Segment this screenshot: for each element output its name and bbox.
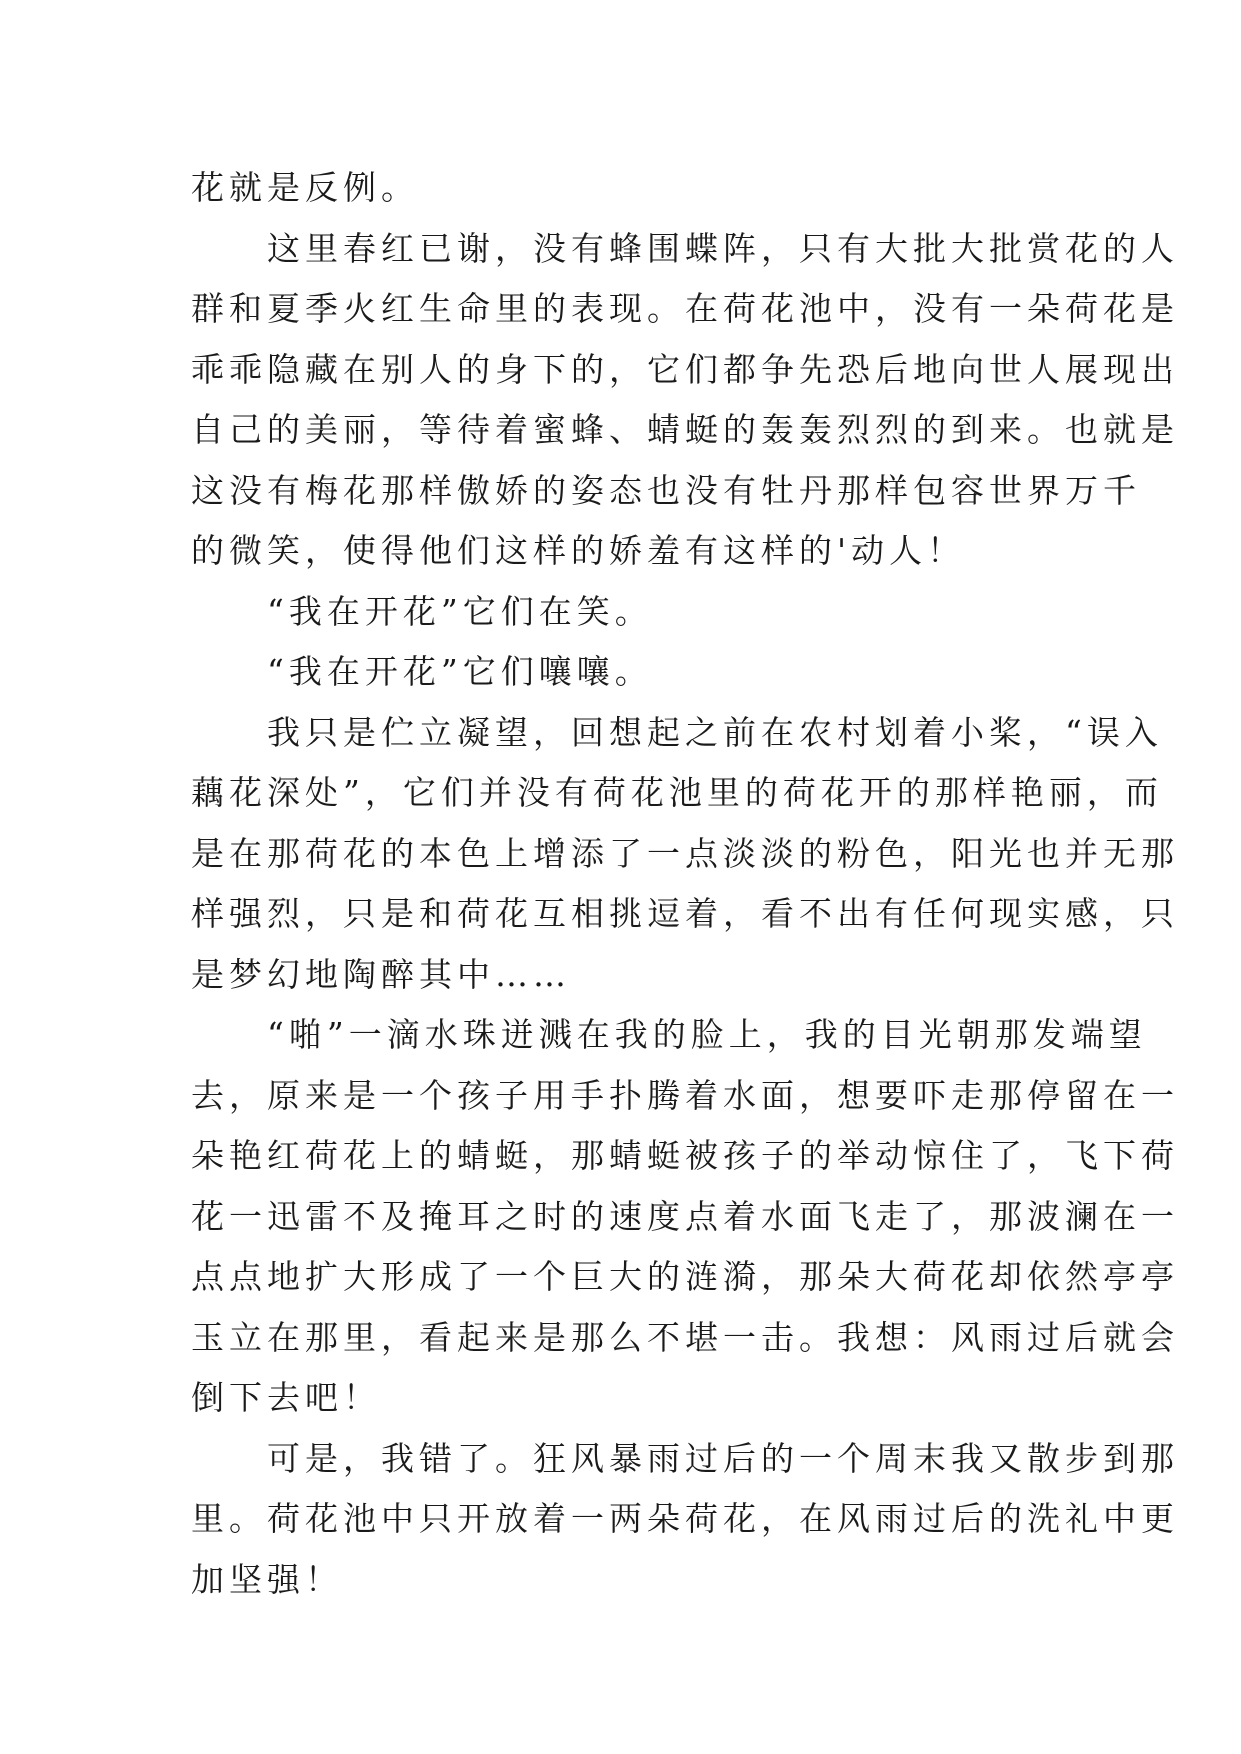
text-line: 点点地扩大形成了一个巨大的涟漪，那朵大荷花却依然亭亭	[191, 1257, 1179, 1296]
text-line: 里。荷花池中只开放着一两朵荷花，在风雨过后的洗礼中更	[191, 1499, 1179, 1538]
text-line: 花一迅雷不及掩耳之时的速度点着水面飞走了，那波澜在一	[191, 1196, 1179, 1236]
text-line: 乖乖隐藏在别人的身下的，它们都争先恐后地向世人展现出	[191, 349, 1179, 389]
text-line: 是在那荷花的本色上增添了一点淡淡的粉色，阳光也并无那	[191, 833, 1179, 873]
text-line: 可是，我错了。狂风暴雨过后的一个周末我又散步到那	[191, 1438, 1179, 1478]
text-line: “啪”一滴水珠迸溅在我的脸上，我的目光朝那发端望	[191, 1015, 1147, 1054]
text-line: 去，原来是一个孩子用手扑腾着水面，想要吓走那停留在一	[191, 1075, 1179, 1115]
text-line: 藕花深处”，它们并没有荷花池里的荷花开的那样艳丽，而	[191, 773, 1163, 812]
text-line: 倒下去吧！	[191, 1378, 381, 1417]
text-line: 自己的美丽，等待着蜜蜂、蜻蜓的轰轰烈烈的到来。也就是	[191, 410, 1179, 449]
text-line: 玉立在那里，看起来是那么不堪一击。我想：风雨过后就会	[191, 1317, 1179, 1357]
text-line: 的微笑，使得他们这样的娇羞有这样的'动人！	[191, 531, 966, 570]
text-line: 群和夏季火红生命里的表现。在荷花池中，没有一朵荷花是	[191, 289, 1179, 328]
text-line: 是梦幻地陶醉其中……	[191, 954, 571, 994]
document-body	[191, 158, 1179, 1610]
text-line: 我只是伫立凝望，回想起之前在农村划着小桨，“误入	[191, 712, 1163, 752]
text-line: 样强烈，只是和荷花互相挑逗着，看不出有任何现实感，只	[191, 894, 1179, 933]
text-line: 加坚强！	[191, 1559, 343, 1599]
text-line: 这没有梅花那样傲娇的姿态也没有牡丹那样包容世界万千	[191, 470, 1141, 510]
text-line: “我在开花”它们在笑。	[191, 591, 653, 631]
text-line: 朵艳红荷花上的蜻蜓，那蜻蜓被孩子的举动惊住了，飞下荷	[191, 1136, 1179, 1175]
text-line: “我在开花”它们嚷嚷。	[191, 652, 653, 691]
text-line: 这里春红已谢，没有蜂围蝶阵，只有大批大批赏花的人	[191, 228, 1179, 268]
text-line: 花就是反例。	[191, 168, 419, 207]
